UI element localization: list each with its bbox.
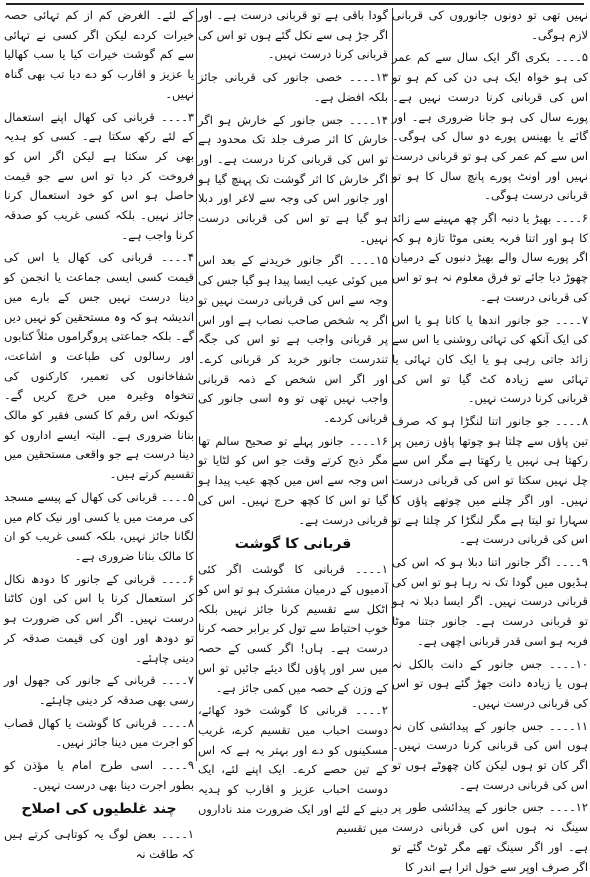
paragraph: ۸۔۔۔۔ قربانی کا گوشت یا کھال قصاب کو اجرت میں دینا جائز نہیں۔ — [4, 715, 194, 750]
paragraph: ۳۔۔۔۔ قربانی کی کھال اپنے استعمال کے لئے رکھ سکتا ہے۔ کسی کو ہدیہ بھی کر سکتا ہے لیکن اگر اس کو فروخت کر دیا تو اس سے جو قیمت حاصل ہو اس کو خود استعمال کرنا جائز نہیں۔ بلکہ کسی غریب کو صدقہ کرنا واجب ہے۔ — [4, 109, 194, 242]
paragraph: گودا باقی ہے تو قربانی درست ہے۔ اور اگر جڑ ہی سے نکل گئے ہوں تو اس کی قربانی کرنا درست نہیں۔ — [198, 8, 388, 62]
paragraph: ۷۔۔۔۔ جو جانور اندھا یا کانا ہو یا اس کی ایک آنکھ کی تہائی روشنی یا اس سے زائد جاتی رہی ہو یا ایک کان تہائی یا تہائی سے زیادہ کٹ گیا تو اس کی قربانی کرنا درست نہیں۔ — [392, 312, 588, 406]
paragraph: ۲۔۔۔۔ قربانی کا گوشت خود کھائے، دوست احباب میں تقسیم کرے، غریب مسکینوں کو دے اور بہتر یہ ہے کہ اس کے تین حصے کرے۔ ایک اپنے لئے، ایک دوست احباب عزیز و اقارب کو ہدیہ دینے کے لئے اور ایک ضرورت مند ناداروں میں تقسیم — [198, 703, 388, 836]
section-heading-islah: چند غلطیوں کی اصلاح — [21, 801, 177, 818]
paragraph: ۶۔۔۔۔ قربانی کے جانور کا دودھ نکال کر استعمال کرنا یا اس کی اون کاٹنا درست نہیں۔ اگر اس کی ضرورت ہو تو دودھ اور اون کی قیمت صدقہ کر دینی چاہئے۔ — [4, 571, 194, 665]
paragraph: ۱۲۔۔۔۔ جس جانور کے پیدائشی طور پر سینگ نہ ہوں اس کی قربانی درست ہے۔ اور اگر سینگ تھے مگر ٹوٹ گئے تو اگر صرف اوپر سے خول اترا ہے اندر کا — [392, 800, 588, 874]
paragraph: ۸۔۔۔۔ جو جانور اتنا لنگڑا ہو کہ صرف تین پاؤں سے چلتا ہو چوتھا پاؤں زمین پر رکھتا ہی نہیں یا رکھتا ہے مگر اس سے چل نہیں سکتا تو اس کی قربانی درست نہیں۔ اور اگر چلنے میں چوتھے پاؤں کا سہارا تو لیتا ہے مگر لنگڑا کر چلتا ہے تو اس کی قربانی درست ہے۔ — [392, 414, 588, 547]
paragraph: کے لئے۔ الغرض کم از کم تہائی حصہ خیرات کردے لیکن اگر کسی نے تہائی سے کم گوشت خیرات کیا یا سب کھالیا یا عزیز و اقارب کو دے دیا تب بھی گناہ نہیں۔ — [4, 8, 194, 101]
column-divider — [196, 8, 197, 761]
paragraph: ۱۵۔۔۔۔ اگر جانور خریدنے کے بعد اس میں کوئی عیب ایسا پیدا ہو گیا جس کی وجہ سے اس کی قربانی درست نہیں تو اگر یہ شخص صاحب نصاب ہے اور اس پر قربانی واجب ہے تو اس کی جگہ تندرست جانور خرید کر قربانی کرے۔ اور اگر اس شخص کے ذمہ قربانی واجب نہیں تھی تو وہ اسی جانور کی قربانی کردے۔ — [198, 253, 388, 426]
paragraph: ۱۰۔۔۔۔ جس جانور کے دانت بالکل نہ ہوں یا زیادہ دانت جھڑ گئے ہوں تو اس کی قربانی درست نہیں۔ — [392, 656, 588, 710]
column-right — [392, 6, 588, 874]
paragraph: ۱۶۔۔۔۔ جانور پہلے تو صحیح سالم تھا مگر ذبح کرتے وقت جو اس کو لٹایا تو اس وجہ سے اس میں کچھ عیب پیدا ہو گیا تو اس کا کچھ حرج نہیں۔ اس کی قربانی درست ہے۔ — [198, 433, 388, 527]
paragraph: ۱۳۔۔۔۔ خصی جانور کی قربانی جائز بلکہ افضل ہے۔ — [198, 70, 388, 104]
paragraph: ۹۔۔۔۔ اگر جانور اتنا دبلا ہو کہ اس کی ہڈیوں میں گودا تک نہ رہا ہو تو اس کی قربانی درست نہیں۔ اگر ایسا دبلا نہ ہو تو قربانی درست ہے۔ جانور جتنا موٹا فربہ ہو اسی قدر قربانی اچھی ہے۔ — [392, 554, 588, 648]
column-left — [4, 6, 194, 862]
paragraph: ۷۔۔۔۔ قربانی کے جانور کی جھول اور رسی بھی صدقہ کر دینی چاہئے۔ — [4, 673, 194, 707]
paragraph: ۴۔۔۔۔ قربانی کی کھال یا اس کی قیمت کسی ایسی جماعت یا انجمن کو دینا درست نہیں جس کے بارے میں اندیشہ ہو کہ وہ مستحقین کو نہیں دیں گے۔ بلکہ جماعتی پروگراموں مثلاً کتابوں اور رسالوں کی طباعت و اشاعت، شفاخانوں کی تعمیر، کارکنوں کی تنخواہ وغیرہ میں خرچ کریں گے۔ کیونکہ اس رقم کا کسی فقیر کو مالک بنانا ضروری ہے۔ البتہ ایسے اداروں کو دینا درست ہے جو واقعی مستحقین میں تقسیم کرتے ہیں۔ — [4, 250, 194, 482]
paragraph: ۹۔۔۔۔ اسی طرح امام یا مؤذن کو بطور اجرت دینا بھی درست نہیں۔ — [4, 758, 194, 792]
top-rule — [6, 3, 584, 5]
column-middle — [198, 6, 388, 836]
paragraph: ۱۔۔۔۔ بعض لوگ یہ کوتاہی کرتے ہیں کہ طاقت نہ — [4, 827, 194, 862]
paragraph: ۱۔۔۔۔ قربانی کا گوشت اگر کئی آدمیوں کے درمیان مشترک ہو تو اس کو اٹکل سے تقسیم کرنا جائز نہیں بلکہ خوب احتیاط سے تول کر برابر حصہ کرنا درست ہے۔ ہاں! اگر کسی کے حصہ میں سر اور پاؤں لگا دیئے جائیں تو اس کے وزن کے حصہ میں کمی جائز ہے۔ — [198, 562, 388, 695]
paragraph: ۶۔۔۔۔ بھیڑ یا دنبہ اگر چھ مہینے سے زائد کا ہو اور اتنا فربہ یعنی موٹا تازہ ہو کہ اگر پورے سال والے بھیڑ دنبوں کے درمیان چھوڑ دیا جائے تو فرق معلوم نہ ہو تو اس کی قربانی درست ہے۔ — [392, 211, 588, 304]
paragraph: ۵۔۔۔۔ قربانی کی کھال کے پیسے مسجد کی مرمت میں یا کسی اور نیک کام میں لگانا جائز نہیں، بلکہ کسی غریب کو ان کا مالک بنانا ضروری ہے۔ — [4, 489, 194, 563]
paragraph: ۵۔۔۔۔ بکری اگر ایک سال سے کم عمر کی ہو خواہ ایک ہی دن کی کم ہو تو اس کی قربانی کرنا درست نہیں ہے۔ پورے سال کی ہو جانا ضروری ہے۔ اور گائے یا بھینس پورے دو سال کی ہوگی۔ اس سے کم عمر کی ہو تو قربانی درست نہیں اور اونٹ پورے پانچ سال کا ہو تو قربانی درست ہوگی۔ — [392, 50, 588, 203]
paragraph: نہیں تھی تو دونوں جانوروں کی قربانی لازم ہوگی۔ — [392, 8, 588, 42]
paragraph: ۱۴۔۔۔۔ جس جانور کے خارش ہو اگر خارش کا اثر صرف جلد تک محدود ہے تو اس کی قربانی کرنا درست ہے۔ اور اگر خارش کا اثر گوشت تک پہنچ گیا ہو اور جانور اس کی وجہ سے لاغر اور دبلا ہو گیا ہے تو اس کی قربانی درست نہیں۔ — [198, 112, 388, 245]
paragraph: ۱۱۔۔۔۔ جس جانور کے پیدائشی کان نہ ہوں اس کی قربانی کرنا درست نہیں۔ اگر کان تو ہوں لیکن کان چھوٹے ہوں تو اس کی قربانی درست ہے۔ — [392, 718, 588, 792]
section-heading-gosht: قربانی کا گوشت — [234, 536, 352, 553]
